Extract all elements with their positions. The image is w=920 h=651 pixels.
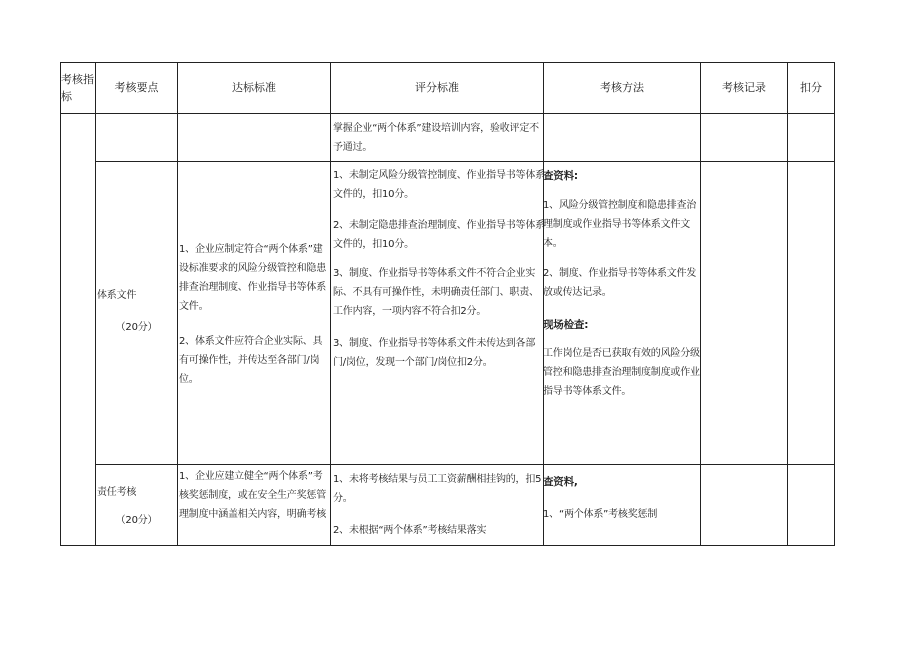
col-line-6 (787, 62, 788, 546)
header-method: 考核方法 (600, 81, 644, 94)
col-line-0 (60, 62, 61, 546)
row2-method-site-1: 工作岗位是否已获取有效的风险分级管控和隐患排查治理制度制度或作业指导书等体系文件。 (543, 348, 700, 397)
row2-standard-2: 2、体系文件应符合企业实际、具有可操作性，并传达至各部门/岗位。 (179, 336, 323, 385)
row3-standard-1: 1、企业应建立健全“两个体系”考核奖惩制度，或在安全生产奖惩管理制度中涵盖相关内容，明确考核 (179, 471, 326, 520)
header-standard: 达标标准 (232, 81, 276, 94)
row3-method-docs-1: 1、“两个体系”考核奖惩制 (543, 509, 658, 520)
row2-scoring-4: 3、制度、作业指导书等体系文件未传达到各部门/岗位，发现一个部门/岗位扣2分。 (333, 338, 536, 368)
row3-scoring-2: 2、未根据“两个体系”考核结果落实 (333, 525, 487, 536)
row2-scoring-1: 1、未制定风险分级管控制度、作业指导书等体系文件的，扣10分。 (333, 170, 545, 200)
row2-method-docs-2: 2、制度、作业指导书等体系文件发放或传达记录。 (543, 268, 697, 298)
header-key-point: 考核要点 (114, 81, 159, 94)
row2-scoring-3: 3、制度、作业指导书等体系文件不符合企业实际、不具有可操作性，未明确责任部门、职责、工作内容，一项内容不符合扣2分。 (333, 268, 539, 317)
header-indicator: 考核指标 (61, 73, 94, 103)
row2-score: （20分） (115, 322, 158, 333)
row2-method-site-label: 现场检查: (543, 319, 589, 331)
row1-bottom-line (95, 161, 834, 162)
header-scoring: 评分标准 (415, 81, 459, 94)
col-line-5 (700, 62, 701, 546)
col-line-2 (177, 62, 178, 546)
header-deduction: 扣分 (800, 81, 822, 94)
row3-method-docs-label: 查资料, (543, 476, 578, 488)
row2-scoring-2: 2、未制定隐患排查治理制度、作业指导书等体系文件的，扣10分。 (333, 220, 545, 250)
header-record: 考核记录 (722, 81, 766, 94)
row3-key-point: 责任考核 (97, 487, 137, 498)
col-line-7 (834, 62, 835, 546)
row2-key-point: 体系文件 (97, 290, 137, 301)
row2-standard-1: 1、企业应制定符合“两个体系”建设标准要求的风险分级管控和隐患排查治理制度、作业指导书等体系文件。 (179, 244, 326, 312)
row2-method-docs-label: 查资料: (543, 170, 578, 182)
col-line-1 (95, 62, 96, 546)
row1-scoring: 掌握企业“两个体系”建设培训内容，验收评定不予通过。 (333, 123, 539, 153)
row3-score: （20分） (115, 515, 158, 526)
row2-method-docs-1: 1、风险分级管控制度和隐患排查治理制度或作业指导书等体系文件文本。 (543, 200, 697, 249)
row2-bottom-line (95, 464, 834, 465)
row3-scoring-1: 1、未将考核结果与员工工资薪酬相挂钩的，扣5分。 (333, 474, 542, 504)
